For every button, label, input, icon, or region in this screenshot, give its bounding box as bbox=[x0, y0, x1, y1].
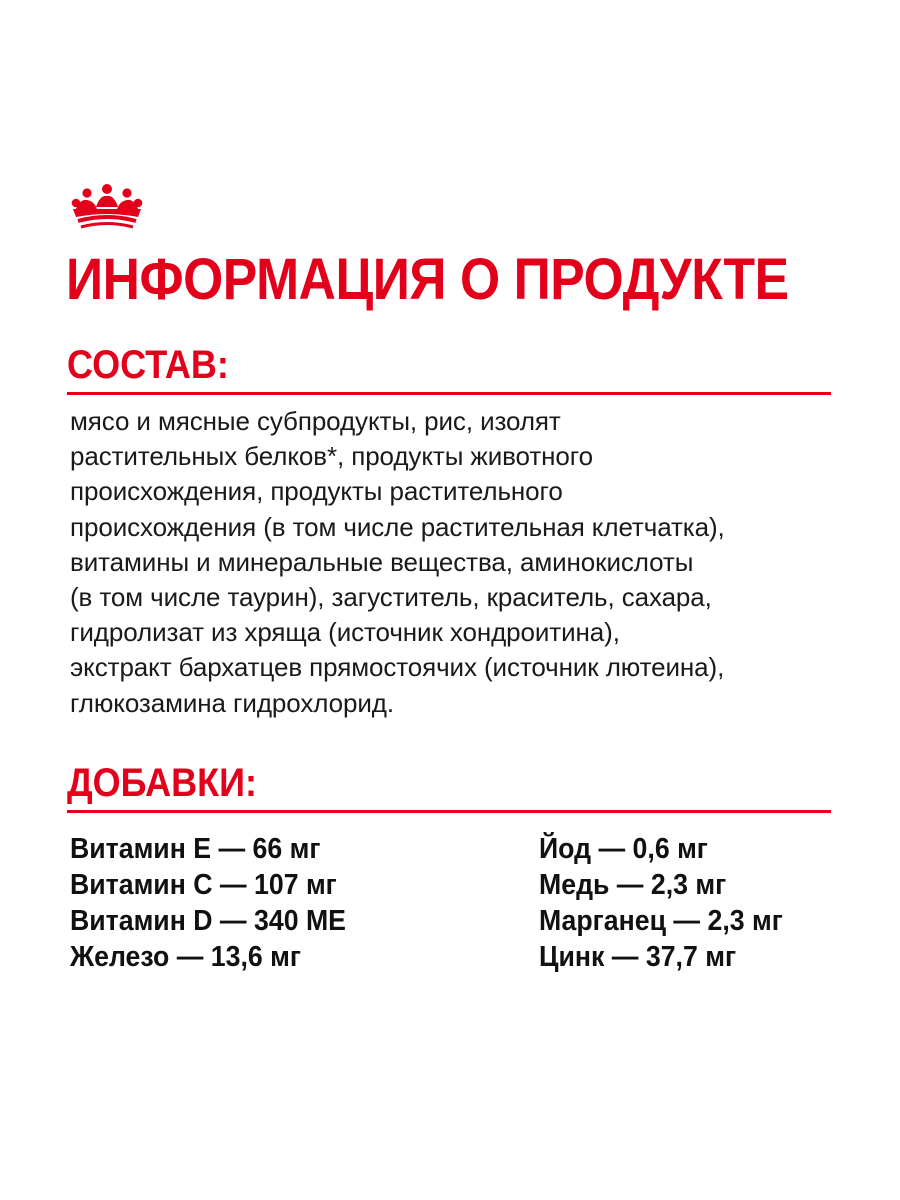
composition-line: растительных белков*, продукты животного bbox=[70, 441, 593, 472]
additives-right-column bbox=[539, 831, 804, 975]
composition-text bbox=[70, 404, 860, 721]
additives-heading: ДОБАВКИ: bbox=[67, 761, 257, 805]
composition-line: (в том числе таурин), загуститель, краситель, сахара, bbox=[70, 582, 712, 613]
composition-line: происхождения, продукты растительного bbox=[70, 476, 563, 507]
additive-iodine: Йод — 0,6 мг bbox=[539, 833, 708, 865]
additive-vitamin-d: Витамин D — 340 МЕ bbox=[70, 905, 346, 937]
additive-zinc: Цинк — 37,7 мг bbox=[539, 941, 737, 973]
additive-copper: Медь — 2,3 мг bbox=[539, 869, 727, 901]
additive-iron: Железо — 13,6 мг bbox=[70, 941, 301, 973]
additives-left-column bbox=[70, 831, 370, 975]
additive-manganese: Марганец — 2,3 мг bbox=[539, 905, 783, 937]
composition-heading: СОСТАВ: bbox=[67, 343, 229, 387]
composition-line: гидролизат из хряща (источник хондроитина), bbox=[70, 617, 620, 648]
additive-vitamin-e: Витамин Е — 66 мг bbox=[70, 833, 321, 865]
page-title: ИНФОРМАЦИЯ О ПРОДУКТЕ bbox=[66, 247, 789, 312]
composition-divider bbox=[67, 392, 831, 395]
composition-line: экстракт бархатцев прямостоячих (источник лютеина), bbox=[70, 652, 725, 683]
composition-line: глюкозамина гидрохлорид. bbox=[70, 687, 394, 718]
crown-icon bbox=[70, 183, 144, 229]
composition-line: мясо и мясные субпродукты, рис, изолят bbox=[70, 406, 561, 436]
additive-vitamin-c: Витамин С — 107 мг bbox=[70, 869, 337, 901]
composition-line: витамины и минеральные вещества, аминокислоты bbox=[70, 546, 694, 577]
composition-line: происхождения (в том числе растительная клетчатка), bbox=[70, 511, 725, 542]
additives-divider bbox=[67, 810, 831, 813]
